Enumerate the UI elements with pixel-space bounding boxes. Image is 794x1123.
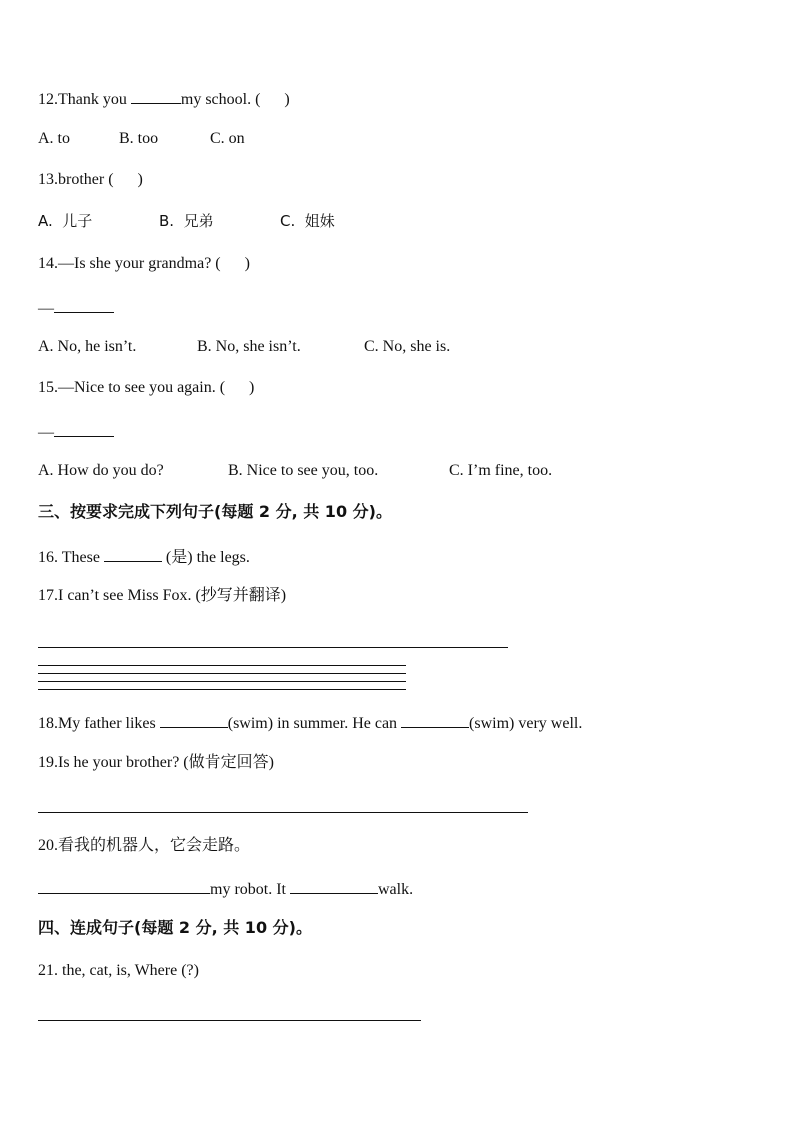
answer-line[interactable] — [38, 1020, 421, 1021]
writing-line[interactable] — [38, 681, 406, 682]
section-3-title: 三、按要求完成下列句子(每题 2 分, 共 10 分)。 — [38, 502, 392, 521]
question-19: 19.Is he your brother? (做肯定回答) — [38, 754, 274, 771]
option-b[interactable]: B. Nice to see you, too. — [228, 462, 379, 479]
question-text-end: (swim) very well. — [469, 715, 583, 732]
answer-blank[interactable] — [54, 296, 114, 313]
question-text: 16. These — [38, 549, 104, 566]
answer-line — [38, 296, 114, 319]
question-14: 14.—Is she your grandma? ( ) — [38, 255, 250, 272]
question-15: 15.—Nice to see you again. ( ) — [38, 379, 255, 396]
writing-line[interactable] — [38, 689, 406, 690]
question-16 — [38, 545, 250, 568]
writing-line[interactable] — [38, 673, 406, 674]
answer-line — [38, 420, 114, 443]
question-21: 21. the, cat, is, Where (?) — [38, 962, 199, 979]
option-b[interactable]: B. No, she isn’t. — [197, 338, 301, 355]
question-20-fill — [38, 877, 413, 900]
answer-blank[interactable] — [160, 711, 228, 728]
answer-blank[interactable] — [131, 87, 181, 104]
section-4-title: 四、连成句子(每题 2 分, 共 10 分)。 — [38, 918, 312, 937]
question-13: 13.brother ( ) — [38, 171, 143, 188]
question-text-mid: (swim) in summer. He can — [227, 715, 402, 732]
answer-blank[interactable] — [290, 877, 378, 894]
option-c[interactable]: C. No, she is. — [364, 338, 451, 355]
writing-line[interactable] — [38, 665, 406, 666]
answer-line[interactable] — [38, 647, 508, 648]
answer-line[interactable] — [38, 812, 528, 813]
answer-blank[interactable] — [401, 711, 469, 728]
question-text-end: my school. ( ) — [180, 91, 290, 108]
option-a[interactable]: A. 儿子 — [38, 212, 93, 230]
question-17: 17.I can’t see Miss Fox. (抄写并翻译) — [38, 587, 287, 604]
question-text-end: (是) the legs. — [161, 549, 250, 566]
answer-blank[interactable] — [38, 877, 210, 894]
question-number: 12. — [38, 91, 58, 108]
option-a[interactable]: A. No, he isn’t. — [38, 338, 137, 355]
question-text: 18.My father likes — [38, 715, 160, 732]
question-18 — [38, 711, 582, 734]
question-20: 20.看我的机器人，它会走路。 — [38, 837, 251, 854]
option-a[interactable]: A. to — [38, 130, 70, 147]
option-c[interactable]: C. I’m fine, too. — [449, 462, 553, 479]
option-c[interactable]: C. on — [210, 130, 245, 147]
option-c[interactable]: C. 姐妹 — [280, 212, 335, 230]
dash: — — [38, 424, 54, 441]
question-text-end: walk. — [378, 881, 414, 898]
question-text: Thank you — [58, 91, 131, 108]
option-a[interactable]: A. How do you do? — [38, 462, 164, 479]
dash: — — [38, 300, 54, 317]
answer-blank[interactable] — [104, 545, 162, 562]
question-text-mid: my robot. It — [210, 881, 290, 898]
option-b[interactable]: B. too — [119, 130, 159, 147]
question-12 — [38, 87, 290, 110]
option-b[interactable]: B. 兄弟 — [159, 212, 214, 230]
answer-blank[interactable] — [54, 420, 114, 437]
